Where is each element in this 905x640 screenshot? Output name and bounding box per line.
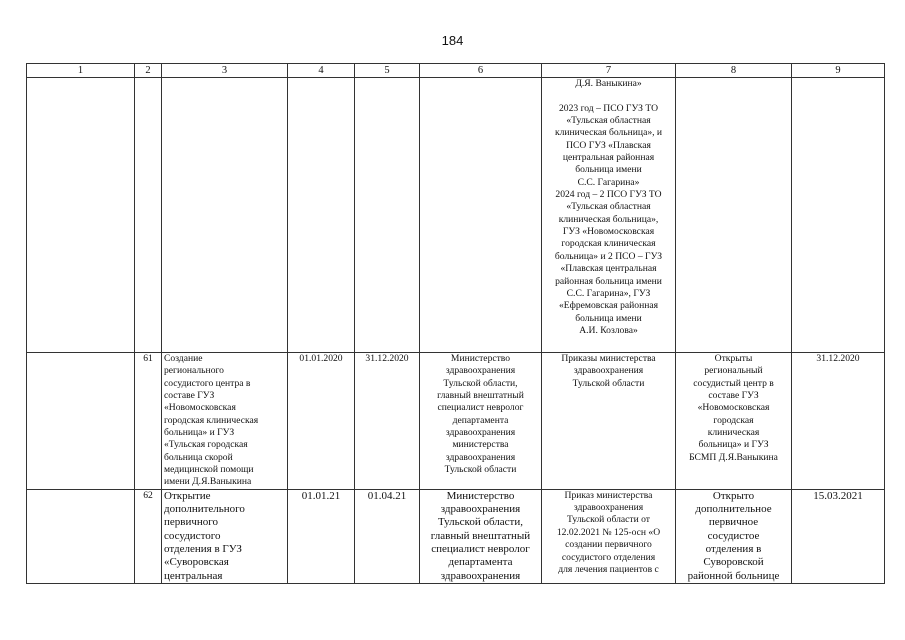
empty-cell <box>288 78 355 353</box>
empty-cell <box>420 78 542 353</box>
column-header: 8 <box>676 64 792 78</box>
start-date: 01.01.21 <box>288 489 355 583</box>
task-description: Открытие дополнительного первичного сосудистого отделения в ГУЗ «Суворовская центральная <box>164 489 245 582</box>
column-header: 4 <box>288 64 355 78</box>
empty-cell <box>135 78 162 353</box>
column-header: 2 <box>135 64 162 78</box>
supporting-document: Приказ министерства здравоохранения Тульской области от 12.02.2021 № 125-осн «О создании первичного сосудистого отделения для лечения пациентов с <box>556 489 661 575</box>
continued-document-text: Д.Я. Ваныкина» 2023 год – ПСО ГУЗ ТО «Тульская областная клиническая больница», и ПСО ГУЗ «Плавская центральная районная больница имени С.С. Гагарина» 2024 год – 2 ПСО ГУЗ ТО «Тульская областная клиническая больница», ГУЗ «Новомосковская городская клиническая больница» и 2 ПСО – ГУЗ «Плавская центральная районная больница имени С.С. Гагарина», ГУЗ «Ефремовская районная больница имени А.И. Козлова» <box>554 78 663 336</box>
empty-cell <box>676 78 792 353</box>
empty-cell <box>792 78 885 353</box>
column-number-row <box>27 64 885 78</box>
row-number: 61 <box>135 353 162 490</box>
responsible-party: Министерство здравоохранения Тульской области, главный внештатный специалист невролог департамента здравоохранения <box>430 489 531 582</box>
task-description: Создание регионального сосудистого центра в составе ГУЗ «Новомосковская городская клиническая больница» и ГУЗ «Тульская городская больница скорой медицинской помощи имени Д.Я.Ваныкина <box>164 353 259 488</box>
empty-cell <box>162 78 288 353</box>
end-date: 31.12.2020 <box>355 353 420 490</box>
column-header: 3 <box>162 64 288 78</box>
empty-cell <box>27 353 135 490</box>
expected-result: Открыты региональный сосудистый центр в составе ГУЗ «Новомосковская городская клиническая больница» и ГУЗ БСМП Д.Я.Ваныкина <box>689 353 778 463</box>
column-header: 7 <box>542 64 676 78</box>
completion-date: 31.12.2020 <box>792 353 885 490</box>
expected-result: Открыто дополнительное первичное сосудистое отделения в Суворовской районной больнице <box>687 489 780 582</box>
end-date: 01.04.21 <box>355 489 420 583</box>
completion-date: 15.03.2021 <box>792 489 885 583</box>
supporting-document: Приказы министерства здравоохранения Тульской области <box>561 353 656 389</box>
empty-cell <box>27 489 135 583</box>
column-header: 1 <box>27 64 135 78</box>
empty-cell <box>355 78 420 353</box>
row-number: 62 <box>135 489 162 583</box>
column-header: 5 <box>355 64 420 78</box>
column-header: 6 <box>420 64 542 78</box>
start-date: 01.01.2020 <box>288 353 355 490</box>
continuation-row <box>27 78 885 353</box>
table-row <box>27 489 885 583</box>
responsible-party: Министерство здравоохранения Тульской области, главный внештатный специалист невролог департамента здравоохранения министерства здравоохранения Тульской области <box>437 353 524 476</box>
page-number: 184 <box>441 33 464 48</box>
table-row <box>27 353 885 490</box>
plan-table <box>26 63 885 584</box>
column-header: 9 <box>792 64 885 78</box>
empty-cell <box>27 78 135 353</box>
